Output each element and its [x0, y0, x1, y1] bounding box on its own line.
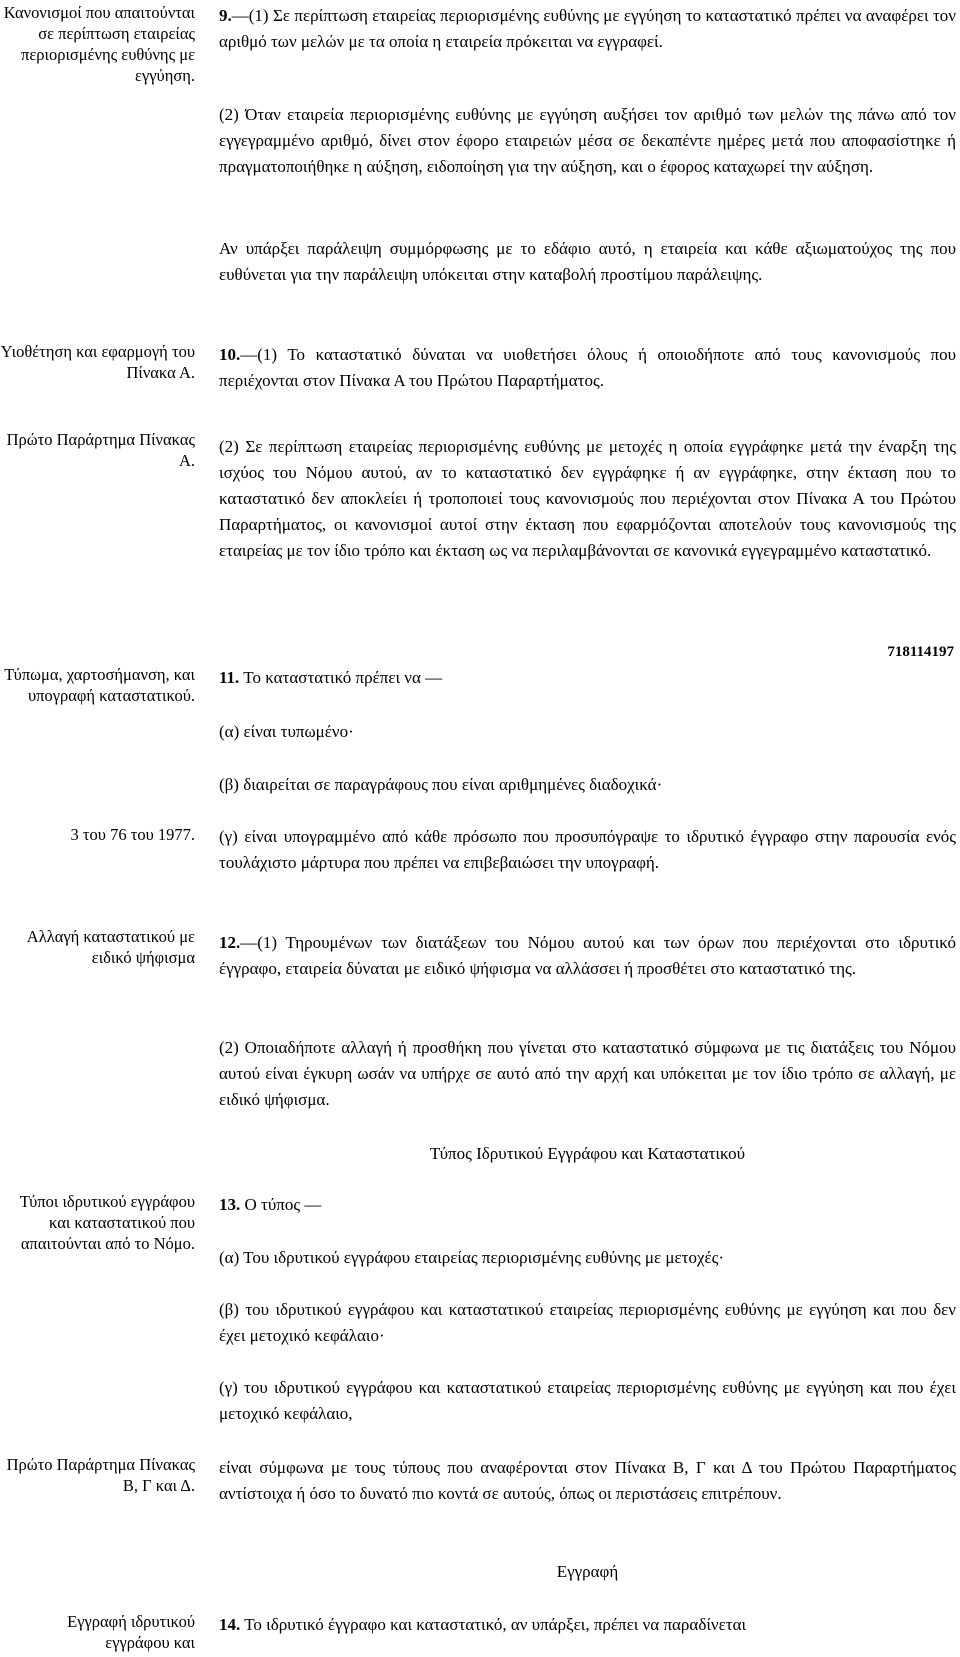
section-number: 9.	[219, 6, 232, 25]
section-12-para-1	[219, 930, 956, 982]
heading-form-of-documents: Τύπος Ιδρυτικού Εγγράφου και Καταστατικού	[429, 1144, 746, 1163]
section-9-para-3: Αν υπάρξει παράλειψη συμμόρφωσης με το εδάφιο αυτό, η εταιρεία και κάθε αξιωματούχος της που ευθύνεται για την παράλειψη υπόκειται στην καταβολή προστίμου παράλειψης.	[219, 239, 956, 284]
section-text: —(1) Το καταστατικό δύναται να υιοθετήσει όλους ή οποιοδήποτε από τους κανονισμούς που περιέχονται στον Πίνακα Α του Πρώτου Παραρτήματος.	[219, 345, 956, 390]
section-number: 10.	[219, 345, 241, 364]
section-number: 12.	[219, 933, 241, 952]
section-13-tail: είναι σύμφωνα με τους τύπους που αναφέρονται στον Πίνακα Β, Γ και Δ του Πρώτου Παραρτήματος αντίστοιχα ή όσο το δυνατό πιο κοντά σε αυτούς, όπως οι περιστάσεις επιτρέπουν.	[219, 1458, 956, 1503]
margin-note-first-schedule-table-a: Πρώτο Παράρτημα Πίνακας Α.	[6, 430, 195, 470]
margin-note-adoption-table-a: Υιοθέτηση και εφαρμογή του Πίνακα Α.	[0, 342, 195, 382]
margin-note-law-reference: 3 του 76 του 1977.	[70, 825, 195, 844]
section-10-para-1	[219, 342, 956, 394]
document-code: 718114197	[887, 644, 954, 660]
section-number: 11.	[219, 668, 240, 687]
section-number: 13.	[219, 1195, 241, 1214]
margin-note-registration: Εγγραφή ιδρυτικού εγγράφου και	[67, 1612, 195, 1652]
section-12-para-2: (2) Οποιαδήποτε αλλαγή ή προσθήκη που γίνεται στο καταστατικό σύμφωνα με τις διατάξεις του Νόμου αυτού είναι έγκυρη ωσάν να υπήρχε σε αυτό από την αρχή και υπόκειται με τον ίδιο τρόπο σε αλλαγή, με ειδικό ψήφισμα.	[219, 1038, 956, 1109]
margin-note-first-schedule-tables-bcd: Πρώτο Παράρτημα Πίνακας Β, Γ και Δ.	[6, 1455, 195, 1495]
margin-note-alteration-special-resolution: Αλλαγή καταστατικού με ειδικό ψήφισμα	[26, 927, 195, 967]
section-13-intro	[219, 1192, 956, 1218]
section-11-item-b: (β) διαιρείται σε παραγράφους που είναι αριθμημένες διαδοχικά·	[219, 775, 663, 794]
section-13-item-c: (γ) του ιδρυτικού εγγράφου και καταστατικού εταιρείας περιορισμένης ευθύνης με εγγύηση και που έχει μετοχικό κεφάλαιο,	[219, 1378, 956, 1423]
section-text: Ο τύπος —	[244, 1195, 322, 1214]
section-9-para-2: (2) Όταν εταιρεία περιορισμένης ευθύνης με εγγύηση αυξήσει τον αριθμό των μελών της πάνω από τον εγγεγραμμένο αριθμό, δίνει στον έφορο εταιρειών μέσα σε δεκαπέντε ημέρες μετά που αποφασίστηκε ή πραγματοποιήθηκε η αύξηση, ειδοποίηση για την αύξηση, και ο έφορος καταχωρεί την αύξηση.	[219, 105, 956, 176]
margin-note-guarantee-regulations: Κανονισμοί που απαιτούνται σε περίπτωση εταιρείας περιορισμένης ευθύνης με εγγύηση.	[3, 3, 195, 85]
section-text: Το ιδρυτικό έγγραφο και καταστατικό, αν υπάρξει, πρέπει να παραδίνεται	[244, 1615, 747, 1634]
section-13-item-b: (β) του ιδρυτικού εγγράφου και καταστατικού εταιρείας περιορισμένης ευθύνης με εγγύηση και που δεν έχει μετοχικό κεφάλαιο·	[219, 1300, 956, 1345]
section-10-para-2: (2) Σε περίπτωση εταιρείας περιορισμένης ευθύνης με μετοχές η οποία εγγράφηκε μετά την έναρξη της ισχύος του Νόμου αυτού, αν το καταστατικό δεν εγγράφηκε ή αν εγγράφηκε, στην έκταση που το καταστατικό δεν αποκλείει ή τροποποιεί τους κανονισμούς που περιέχονται στον Πίνακα Α του Πρώτου Παραρτήματος, οι κανονισμοί αυτοί στην έκταση που εφαρμόζονται αποτελούν τους κανονισμούς της εταιρείας με τον ίδιο τρόπο και έκταση ως να περιλαμβάνονται σε κανονικά εγγεγραμμένο καταστατικό.	[219, 437, 956, 560]
section-11-intro	[219, 665, 956, 691]
section-text: —(1) Τηρουμένων των διατάξεων του Νόμου αυτού και των όρων που περιέχονται στο ιδρυτικό έγγραφο, εταιρεία δύναται με ειδικό ψήφισμα να αλλάσσει ή προσθέτει στο καταστατικό της.	[219, 933, 956, 978]
section-11-item-a: (α) είναι τυπωμένο·	[219, 722, 354, 741]
section-11-item-c: (γ) είναι υπογραμμένο από κάθε πρόσωπο που προσυπόγραψε το ιδρυτικό έγγραφο στην παρουσία ενός τουλάχιστο μάρτυρα που πρέπει να επιβεβαιώσει την υπογραφή.	[219, 827, 956, 872]
section-13-item-a: (α) Του ιδρυτικού εγγράφου εταιρείας περιορισμένης ευθύνης με μετοχές·	[219, 1248, 725, 1267]
section-text: —(1) Σε περίπτωση εταιρείας περιορισμένης ευθύνης με εγγύηση το καταστατικό πρέπει να αναφέρει τον αριθμό των μελών με τα οποία η εταιρεία πρόκειται να εγγραφεί.	[219, 6, 956, 51]
margin-note-forms-required: Τύποι ιδρυτικού εγγράφου και καταστατικού που απαιτούνται από το Νόμο.	[19, 1192, 195, 1253]
section-14-text	[219, 1612, 956, 1638]
section-number: 14.	[219, 1615, 241, 1634]
section-text: Το καταστατικό πρέπει να —	[243, 668, 443, 687]
heading-registration: Εγγραφή	[556, 1562, 619, 1581]
margin-note-printing-signature: Τύπωμα, χαρτοσήμανση, και υπογραφή καταστατικού.	[4, 665, 195, 705]
section-9-para-1	[219, 3, 956, 55]
